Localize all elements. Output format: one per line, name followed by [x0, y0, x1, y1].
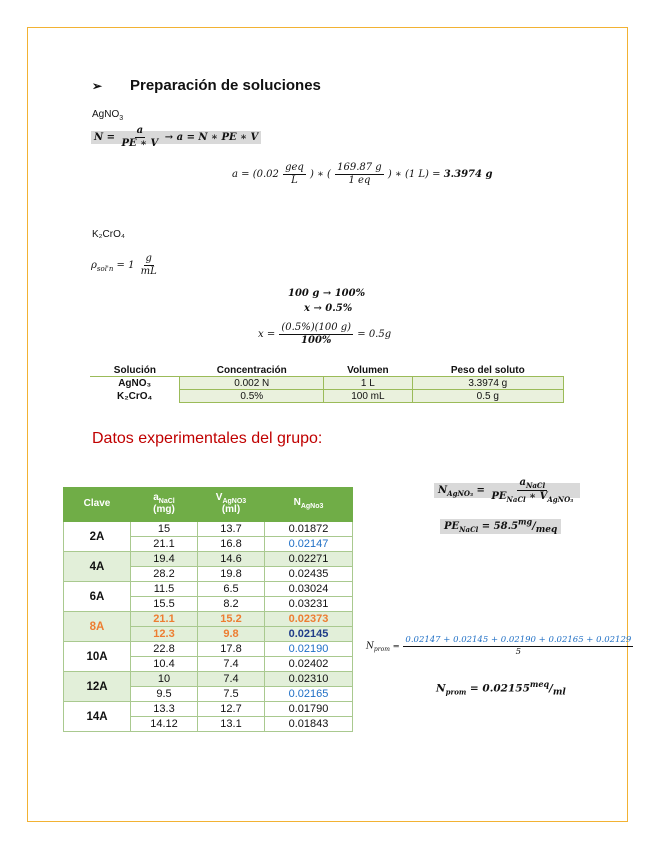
prom-num: 0.02147 + 0.02145 + 0.02190 + 0.02165 + 0.02129 [405, 635, 632, 645]
table-row [64, 672, 353, 687]
calc-frac2-den: 1 eq [348, 175, 371, 186]
cell: 22.8 [131, 642, 198, 657]
prom-result-sub: prom [445, 687, 467, 697]
pe-value: = 58.5 [478, 521, 519, 533]
cell: 0.02373 [265, 612, 353, 627]
n-den-pre: PE [491, 491, 507, 502]
col-a-nacl [131, 488, 198, 522]
cell: 1 L [324, 377, 412, 390]
clave-cell: 8A [64, 612, 131, 642]
prom-label: N [366, 641, 374, 652]
cell: 0.02147 [265, 537, 353, 552]
prom-result-unit-den: ml [552, 687, 566, 698]
n-prom-result: $N_{prom} = 0.02155^{meq}/_{ml}$ [436, 679, 566, 698]
n-num-sub: NaCl [525, 481, 546, 490]
rho-eq: = 1 [113, 260, 135, 271]
v-main: V [215, 492, 223, 504]
col-peso: Peso del soluto [412, 364, 563, 377]
formula-num: a [136, 125, 144, 136]
col-solucion: Solución [90, 364, 180, 377]
proportion-line1: 100 g → 100% [288, 288, 366, 299]
cell: 28.2 [131, 567, 198, 582]
section-title: Preparación de soluciones [130, 77, 321, 94]
normality-formula: N = $\frac{a}{PE ∗ V}$ → a = N ∗ PE ∗ V [91, 126, 261, 149]
col-concentracion: Concentración [180, 364, 324, 377]
k2cro4-label: K₂CrO₄ [92, 229, 125, 240]
density-formula [91, 254, 160, 277]
cell: 15.2 [198, 612, 265, 627]
x-result: = 0.5g [357, 329, 392, 340]
cell: 0.03024 [265, 582, 353, 597]
col-clave: Clave [64, 488, 131, 522]
table-row [90, 377, 564, 390]
pe-unit-num: mg [518, 517, 533, 527]
n-den-sub1: NaCl [506, 495, 526, 504]
cell: 7.4 [198, 672, 265, 687]
proportion-line2: x → 0.5% [304, 303, 353, 314]
table-row [64, 642, 353, 657]
n-sub: AgNO₃ [447, 489, 474, 498]
cell: 7.5 [198, 687, 265, 702]
clave-cell: 12A [64, 672, 131, 702]
x-prefix: x = [258, 329, 279, 340]
pe-sub: NaCl [459, 525, 479, 535]
col-n-agno3 [265, 488, 353, 522]
cell: 15.5 [131, 597, 198, 612]
cell: 10.4 [131, 657, 198, 672]
cell: 21.1 [131, 612, 198, 627]
x-num: (0.5%)(100 g) [281, 322, 352, 333]
agno3-label [92, 109, 123, 122]
rho-sub: sol'n [96, 265, 114, 273]
cell: 0.02190 [265, 642, 353, 657]
prom-den: 5 [515, 646, 522, 657]
rho-num: g [145, 253, 152, 264]
cell: 0.01843 [265, 717, 353, 732]
formula-den: PE ∗ V [121, 138, 159, 149]
a-unit: (mg) [153, 504, 175, 516]
n-sub: AgNo3 [300, 503, 324, 511]
cell: 0.02402 [265, 657, 353, 672]
clave-cell: 2A [64, 522, 131, 552]
n-den-mid: ∗ V [525, 491, 548, 502]
cell: 0.02165 [265, 687, 353, 702]
agno3-label-main: AgNO [92, 109, 120, 120]
solutions-table [90, 364, 564, 403]
cell: 13.1 [198, 717, 265, 732]
pe-unit-den: meq [535, 525, 558, 536]
cell: 0.002 N [180, 377, 324, 390]
section-heading [92, 77, 321, 94]
table-row [64, 582, 353, 597]
calc-frac1-den: L [291, 175, 298, 186]
cell: 14.12 [131, 717, 198, 732]
cell: 9.8 [198, 627, 265, 642]
prom-sub: prom [373, 646, 390, 654]
cell: 21.1 [131, 537, 198, 552]
cell: 8.2 [198, 597, 265, 612]
table-row [64, 522, 353, 537]
agno3-calculation [232, 163, 492, 186]
cell: AgNO₃ [118, 377, 152, 389]
cell: 0.01790 [265, 702, 353, 717]
prom-result-unit-num: meq [529, 679, 550, 689]
cell: 0.01872 [265, 522, 353, 537]
cell: 100 mL [324, 390, 412, 403]
calc-frac1-num: geq [285, 162, 304, 173]
formula-arrow: → a = N ∗ PE ∗ V [164, 132, 259, 143]
n-main: N [293, 497, 301, 509]
cell: 10 [131, 672, 198, 687]
x-calculation [258, 323, 391, 346]
calc-result: 3.3974 g [443, 169, 493, 180]
table-row [64, 702, 353, 717]
prom-result-value: = 0.02155 [466, 682, 530, 695]
cell: 11.5 [131, 582, 198, 597]
cell: 12.7 [198, 702, 265, 717]
v-unit: (ml) [221, 504, 241, 516]
prom-result-label: N [436, 682, 446, 695]
bullet-arrow-icon: ➢ [92, 79, 103, 93]
v-sub: AgNO3 [222, 498, 247, 506]
cell: 0.5 g [412, 390, 563, 403]
cell: 0.02310 [265, 672, 353, 687]
table-row [64, 612, 353, 627]
cell: 9.5 [131, 687, 198, 702]
clave-cell: 6A [64, 582, 131, 612]
experimental-data-table [63, 487, 353, 732]
clave-cell: 10A [64, 642, 131, 672]
x-den: 100% [301, 335, 332, 346]
agno3-label-sub: 3 [119, 115, 124, 122]
calc-frac2-num: 169.87 g [337, 162, 382, 173]
col-v-agno3 [198, 488, 265, 522]
n-den-sub2: AgNO₃ [547, 495, 574, 504]
clave-cell: 14A [64, 702, 131, 732]
cell: 16.8 [198, 537, 265, 552]
n-num: a [519, 477, 526, 488]
pe-nacl-formula: $PE_{NaCl} = 58.5^{mg}/_{meq}$ [440, 517, 561, 535]
cell: 3.3974 g [412, 377, 563, 390]
formula-n: N [94, 132, 104, 143]
cell: 15 [131, 522, 198, 537]
cell: 14.6 [198, 552, 265, 567]
rho-symbol: ρ [91, 260, 97, 271]
table-row [90, 390, 564, 403]
cell: K₂CrO₄ [117, 390, 153, 402]
col-volumen: Volumen [324, 364, 412, 377]
cell: 0.03231 [265, 597, 353, 612]
cell: 0.02271 [265, 552, 353, 567]
rho-den: mL [140, 266, 157, 277]
table-row [64, 552, 353, 567]
clave-cell: 4A [64, 552, 131, 582]
calc-tail: ) ∗ (1 L) = [387, 169, 444, 180]
cell: 0.5% [180, 390, 324, 403]
pe-label: PE [444, 521, 460, 533]
calc-prefix: a = (0.02 [232, 169, 279, 180]
cell: 12.3 [131, 627, 198, 642]
a-main: a [153, 492, 159, 504]
n-prom-formula: $N_{prom}$ = $\frac{0.02147 + 0.02145 + 0.02190 + 0.02165 + 0.02129}{5}$ [366, 635, 632, 657]
cell: 7.4 [198, 657, 265, 672]
cell: 0.02435 [265, 567, 353, 582]
cell: 13.3 [131, 702, 198, 717]
cell: 13.7 [198, 522, 265, 537]
group-data-title: Datos experimentales del grupo: [92, 430, 323, 447]
cell: 19.8 [198, 567, 265, 582]
a-sub: NaCl [158, 498, 175, 506]
cell: 0.02145 [265, 627, 353, 642]
n-label: N [438, 485, 448, 496]
calc-mid: ) ∗ ( [309, 169, 331, 180]
cell: 17.8 [198, 642, 265, 657]
normality-agno3-formula: $N_{AgNO_3}$ = $\frac{a_{NaCl}}{PE_{NaCl} ∗ V_{AgNO_3}}$ [434, 478, 580, 503]
cell: 19.4 [131, 552, 198, 567]
cell: 6.5 [198, 582, 265, 597]
